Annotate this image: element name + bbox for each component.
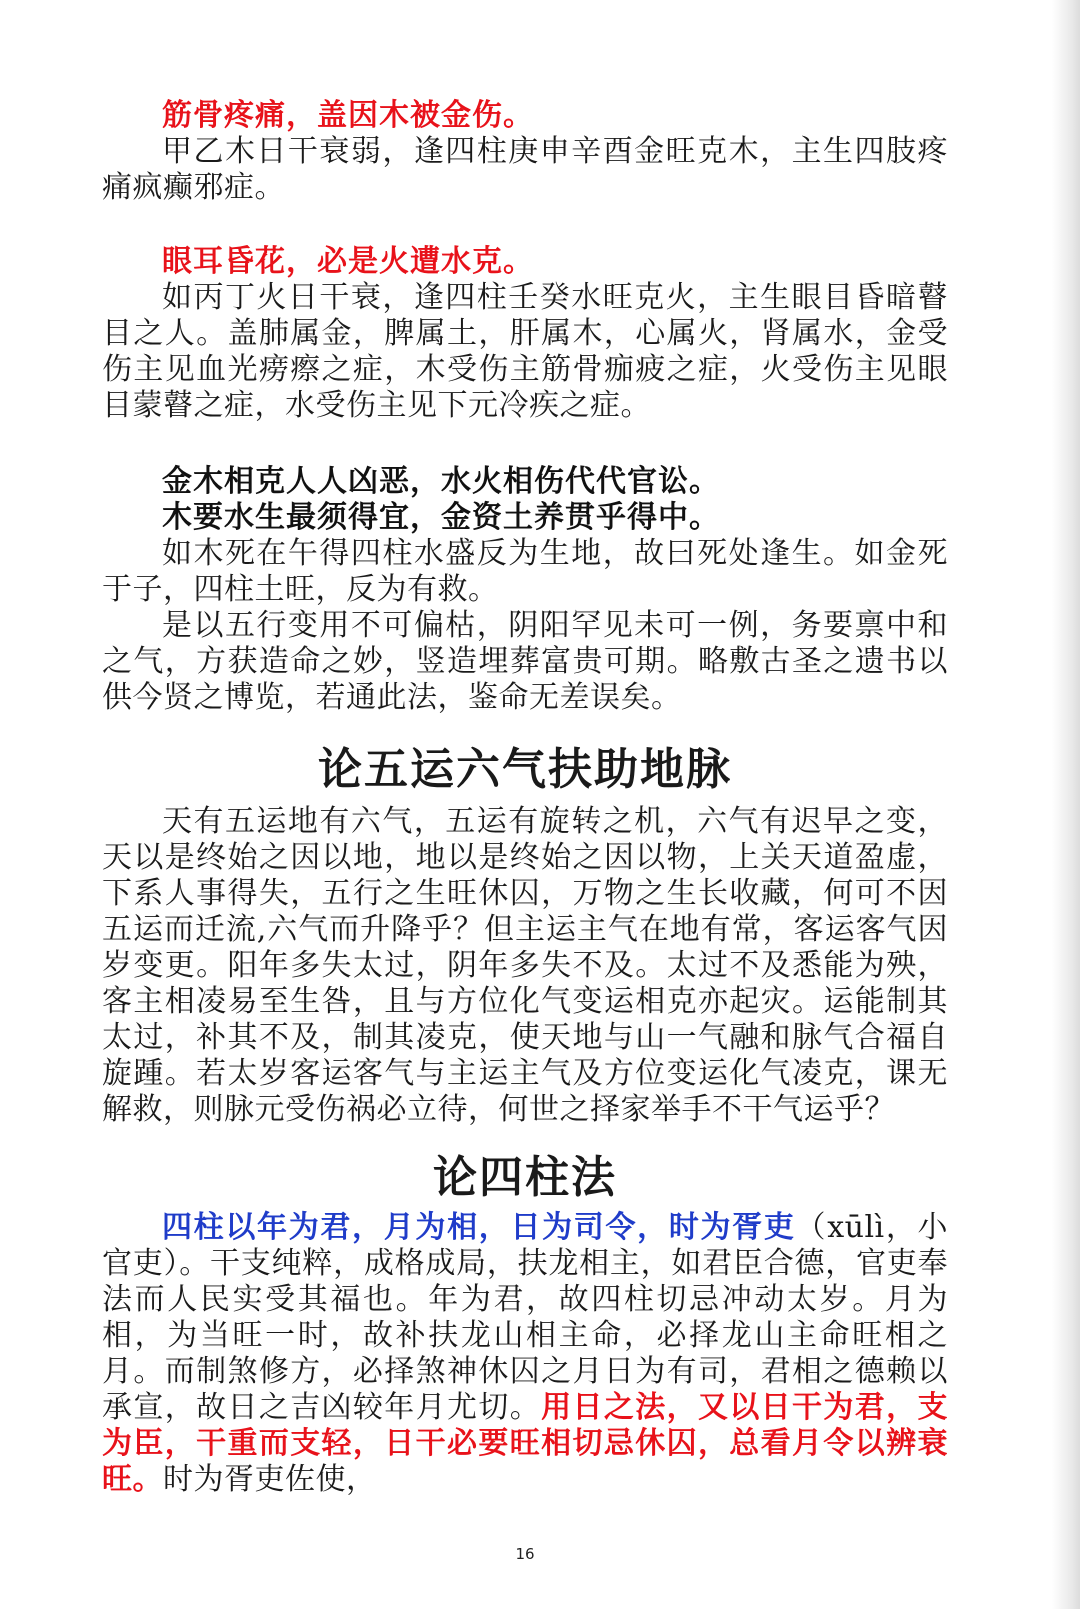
highlight-blue-text: 四柱以年为君，月为相，日为司令，时为胥吏 — [162, 1210, 796, 1245]
chapter-title: 论四柱法 — [433, 1152, 617, 1203]
paragraph: 甲乙木日干衰弱，逢四柱庚申辛酉金旺克木，主生四肢疼痛疯癫邪症。 — [102, 134, 948, 205]
section-tendon-bone — [102, 98, 948, 206]
document-page — [102, 88, 948, 1498]
verse-line: 金木相克人人凶恶，水火相伤代代官讼。 — [162, 464, 720, 499]
section-heading: 眼耳昏花，必是火遭水克。 — [162, 244, 534, 279]
section-eye-ear — [102, 244, 948, 424]
paragraph: 是以五行变用不可偏枯，阴阳罕见未可一例，务要禀中和之气，方获造命之妙，竖造埋葬富贵可期。略敷古圣之遗书以供今贤之博览，若通此法，鉴命无差误矣。 — [102, 608, 948, 715]
body-text: （xūlì，小官吏）。干支纯粹，成格成局，扶龙相主，如君臣合德，官吏奉法而人民实受其福也。年为君，故四柱切忌冲动太岁。月为相，为当旺一时，故补扶龙山相主命，必择龙山主命旺相之月。而制煞修方，必择煞神休囚之月日为有司，君相之德赖以承宣，故日之吉凶较年月尤切。 — [102, 1210, 949, 1425]
page-number: 16 — [515, 1545, 535, 1563]
paragraph: 如丙丁火日干衰，逢四柱壬癸水旺克火，主生眼目昏暗瞽目之人。盖肺属金，脾属土，肝属木，心属火，肾属水，金受伤主见血光痨瘵之症，木受伤主筋骨痂疲之症，火受伤主见眼目蒙瞽之症，水受伤主见下元冷疾之症。 — [102, 280, 948, 423]
highlight-red-text: 用日之法，又以日干为君，支为臣，干重而支轻，日干必要旺相切忌休囚，总看月令以辨衰旺。 — [102, 1390, 949, 1497]
verse-line: 木要水生最须得宜，金资土养贯乎得中。 — [162, 500, 720, 535]
paragraph: 如木死在午得四柱水盛反为生地，故曰死处逢生。如金死于子，四柱土旺，反为有救。 — [102, 536, 948, 607]
section-metal-wood — [102, 464, 948, 716]
paragraph — [102, 1210, 948, 1498]
page-edge-shadow — [1052, 0, 1080, 1609]
chapter-title: 论五运六气扶助地脉 — [318, 744, 732, 795]
body-text: 时为胥吏佐使， — [163, 1462, 377, 1497]
chapter-four-pillars — [102, 1150, 948, 1498]
section-heading: 筋骨疼痛，盖因木被金伤。 — [162, 98, 534, 133]
chapter-five-movements — [102, 742, 948, 1128]
paragraph: 天有五运地有六气，五运有旋转之机，六气有迟早之变，天以是终始之因以地，地以是终始之因以物，上关天道盈虚，下系人事得失，五行之生旺休囚，万物之生长收藏，何可不因五运而迁流,六气而升降乎？但主运主气在地有常，客运客气因岁变更。阳年多失太过，阴年多失不及。太过不及悉能为殃，客主相凌易至生咎，且与方位化气变运相克亦起灾。运能制其太过，补其不及，制其凌克，使天地与山一气融和脉气合福自旋踵。若太岁客运客气与主运主气及方位变运化气凌克，课无解救，则脉元受伤祸必立待，何世之择家举手不干气运乎？ — [102, 804, 948, 1127]
